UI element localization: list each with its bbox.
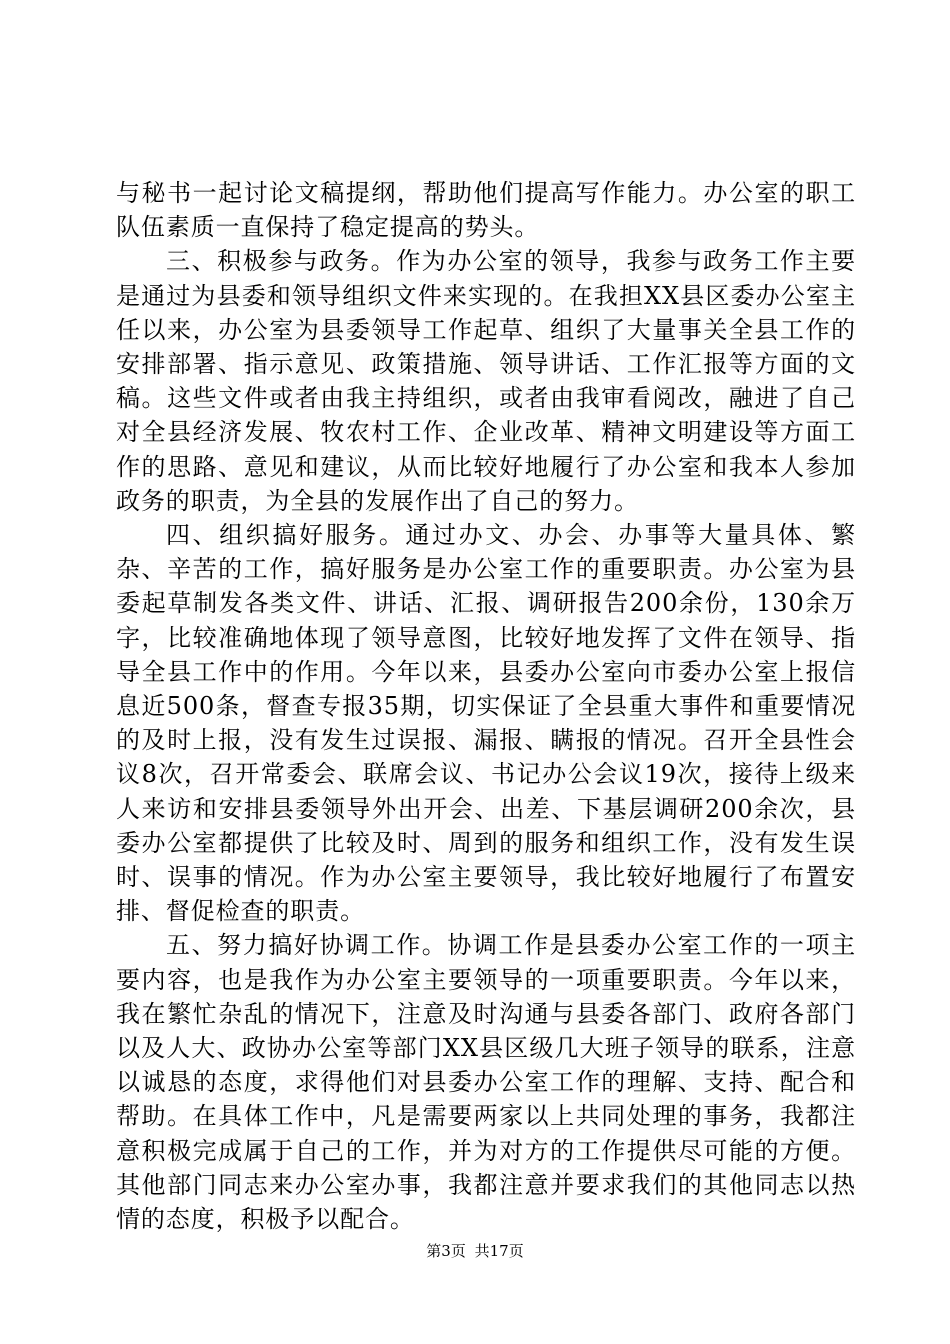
total-pages: 共17页	[474, 1242, 524, 1260]
paragraph-continuation: 与秘书一起讨论文稿提纲，帮助他们提高写作能力。办公室的职工队伍素质一直保持了稳定提高的势头。	[116, 179, 856, 242]
document-body	[116, 176, 856, 1236]
page-footer	[0, 1241, 950, 1261]
paragraph-section-three: 三、积极参与政务。作为办公室的领导，我参与政务工作主要是通过为县委和领导组织文件来实现的。在我担XX县区委办公室主任以来，办公室为县委领导工作起草、组织了大量事关全县工作的安排部署、指示意见、政策措施、领导讲话、工作汇报等方面的文稿。这些文件或者由我主持组织，或者由我审看阅改，融进了自己对全县经济发展、牧农村工作、企业改革、精神文明建设等方面工作的思路、意见和建议，从而比较好地履行了办公室和我本人参加政务的职责，为全县的发展作出了自己的努力。	[116, 247, 856, 515]
paragraph-section-five: 五、努力搞好协调工作。协调工作是县委办公室工作的一项主要内容，也是我作为办公室主要领导的一项重要职责。今年以来，我在繁忙杂乱的情况下，注意及时沟通与县委各部门、政府各部门以及人大、政协办公室等部门XX县区级几大班子领导的联系，注意以诚恳的态度，求得他们对县委办公室工作的理解、支持、配合和帮助。在具体工作中，凡是需要两家以上共同处理的事务，我都注意积极完成属于自己的工作，并为对方的工作提供尽可能的方便。其他部门同志来办公室办事，我都注意并要求我们的其他同志以热情的态度，积极予以配合。	[116, 931, 856, 1234]
paragraph-section-four: 四、组织搞好服务。通过办文、办会、办事等大量具体、繁杂、辛苦的工作，搞好服务是办公室工作的重要职责。办公室为县委起草制发各类文件、讲话、汇报、调研报告200余份，130余万字，比较准确地体现了领导意图，比较好地发挥了文件在领导、指导全县工作中的作用。今年以来，县委办公室向市委办公室上报信息近500条，督查专报35期，切实保证了全县重大事件和重要情况的及时上报，没有发生过误报、漏报、瞒报的情况。召开全县性会议8次，召开常委会、联席会议、书记办公会议19次，接待上级来人来访和安排县委领导外出开会、出差、下基层调研200余次，县委办公室都提供了比较及时、周到的服务和组织工作，没有发生误时、误事的情况。作为办公室主要领导，我比较好地履行了布置安排、督促检查的职责。	[116, 521, 856, 926]
page-number: 第3页	[426, 1242, 466, 1260]
